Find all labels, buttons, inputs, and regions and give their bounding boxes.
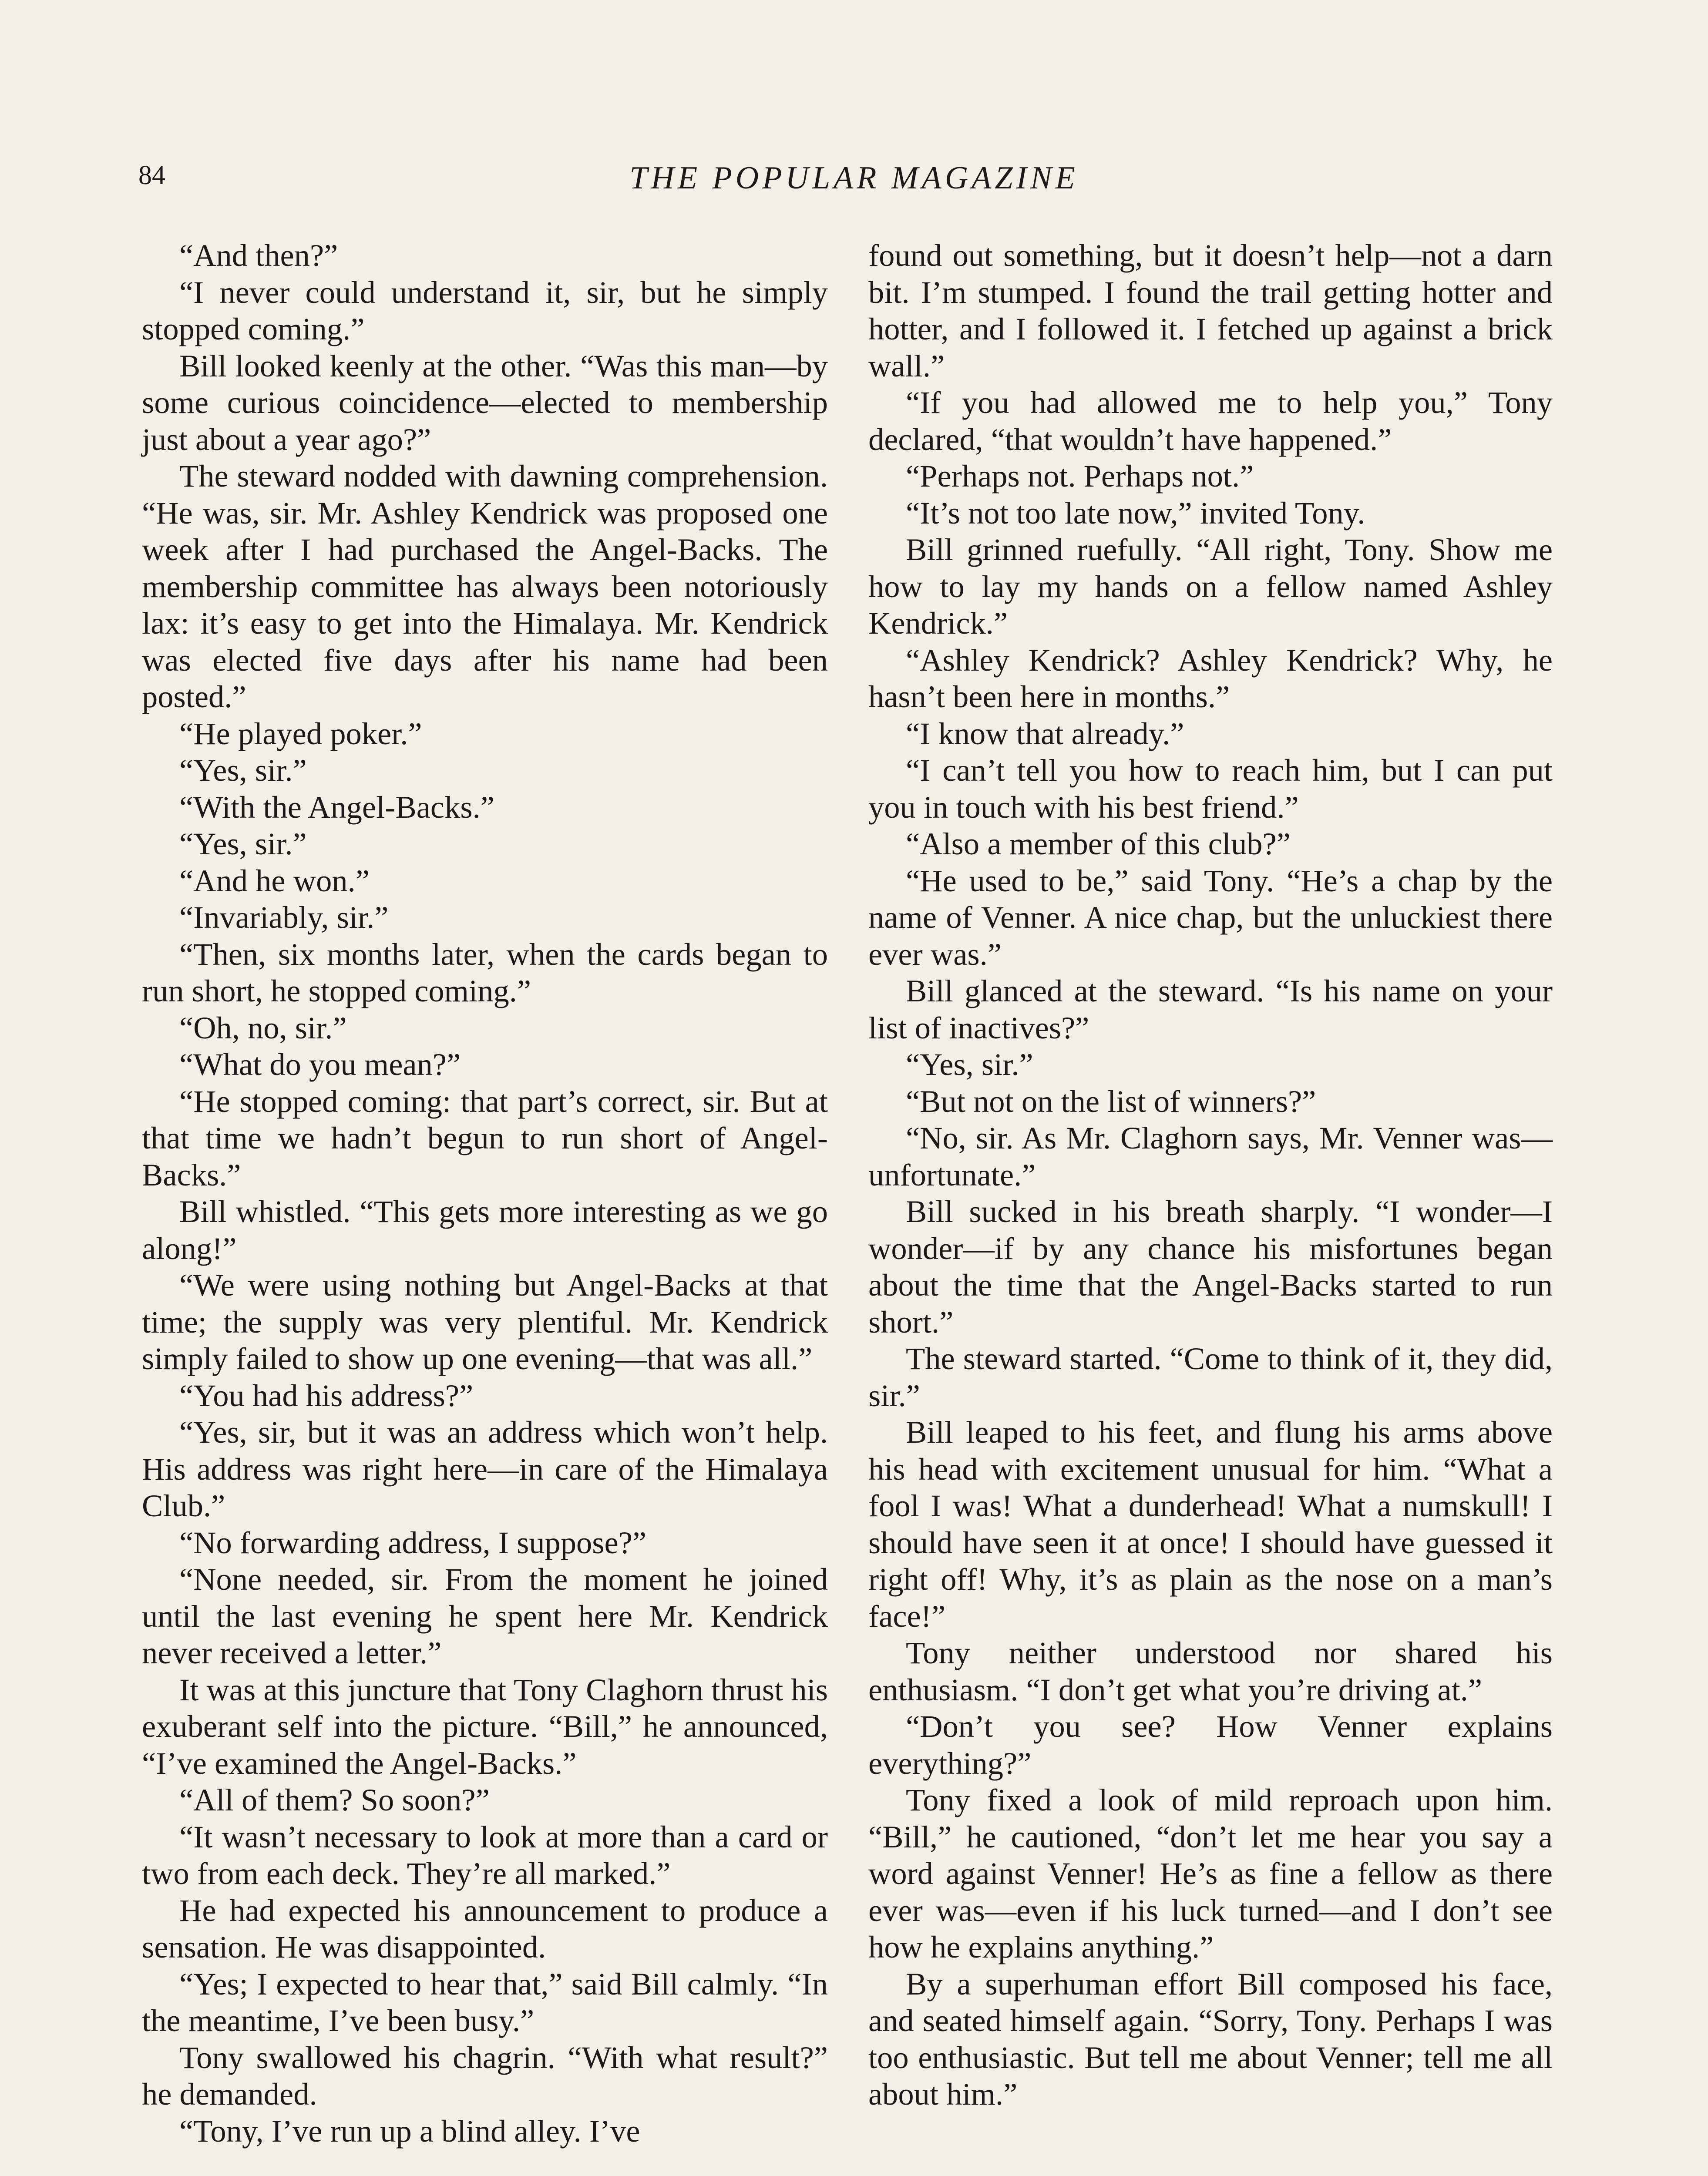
paragraph-continued: found out something, but it doesn’t help—not a darn bit. I’m stumped. I found the trail getting hotter and hotter, and I followed it. I fetched up against a brick wall.” (868, 238, 1553, 383)
paragraph: “I never could understand it, sir, but he simply stopped coming.” (142, 274, 828, 346)
paragraph: Bill sucked in his breath sharply. “I wonder—I wonder—if by any chance his misfortunes began about the time that the Angel-Backs started to run short.” (868, 1194, 1553, 1340)
paragraph: By a superhuman effort Bill composed his face, and seated himself again. “Sorry, Tony. Perhaps I was too enthusiastic. But tell me about Venner; tell me all about him.” (868, 1966, 1553, 2112)
paragraph: “Yes, sir.” (179, 826, 307, 861)
paragraph: Bill leaped to his feet, and flung his arms above his head with excitement unusual for him. “What a fool I was! What a dunderhead! What a numskull! I should have seen it at once! I should have guessed it right off! Why, it’s as plain as the nose on a man’s face!” (868, 1414, 1553, 1634)
paragraph: “He stopped coming: that part’s correct, sir. But at that time we hadn’t begun to run short of Angel-Backs.” (142, 1083, 828, 1192)
paragraph: “And he won.” (179, 863, 370, 898)
page-number: 84 (138, 161, 165, 190)
paragraph: The steward nodded with dawning comprehension. “He was, sir. Mr. Ashley Kendrick was proposed one week after I had purchased the Angel-Backs. The membership committee has always been notoriously lax: it’s easy to get into the Himalaya. Mr. Kendrick was elected five days after his name had been posted.” (142, 458, 828, 714)
paragraph: “Yes, sir, but it was an address which won’t help. His address was right here—in care of the Himalaya Club.” (142, 1414, 828, 1523)
paragraph: “Oh, no, sir.” (179, 1010, 347, 1045)
paragraph: “I can’t tell you how to reach him, but I can put you in touch with his best friend.” (868, 752, 1553, 825)
paragraph: “He used to be,” said Tony. “He’s a chap by the name of Venner. A nice chap, but the unluckiest there ever was.” (868, 863, 1553, 972)
paragraph: “It wasn’t necessary to look at more than a card or two from each deck. They’re all marked.” (142, 1819, 828, 1891)
paragraph: “Perhaps not. Perhaps not.” (906, 458, 1254, 494)
paragraph: “What do you mean?” (179, 1047, 461, 1082)
paragraph: “With the Angel-Backs.” (179, 789, 494, 825)
paragraph: “No, sir. As Mr. Claghorn says, Mr. Venner was—unfortunate.” (868, 1120, 1553, 1192)
paragraph: “None needed, sir. From the moment he joined until the last evening he spent here Mr. Kendrick never received a letter.” (142, 1561, 828, 1670)
paragraph: “Yes, sir.” (906, 1047, 1033, 1082)
paragraph: “We were using nothing but Angel-Backs at that time; the supply was very plentiful. Mr. Kendrick simply failed to show up one evening—that was all.” (142, 1267, 828, 1376)
paragraph: “Ashley Kendrick? Ashley Kendrick? Why, he hasn’t been here in months.” (868, 642, 1553, 714)
paragraph: “And then?” (179, 238, 338, 273)
paragraph: “If you had allowed me to help you,” Tony declared, “that wouldn’t have happened.” (868, 385, 1553, 457)
paragraph: Bill grinned ruefully. “All right, Tony. Show me how to lay my hands on a fellow named Ashley Kendrick.” (868, 532, 1553, 641)
paragraph: “No forwarding address, I suppose?” (179, 1525, 647, 1560)
paragraph: “He played poker.” (179, 715, 422, 751)
paragraph: He had expected his announcement to produce a sensation. He was disappointed. (142, 1892, 828, 1964)
paragraph: Tony fixed a look of mild reproach upon him. “Bill,” he cautioned, “don’t let me hear you say a word against Venner! He’s as fine a fellow as there ever was—even if his luck turned—and I don’t see how he explains anything.” (868, 1782, 1553, 1964)
paragraph: “But not on the list of winners?” (906, 1083, 1316, 1119)
paragraph: Bill looked keenly at the other. “Was this man—by some curious coincidence—elected to membership just about a year ago?” (142, 348, 828, 457)
paragraph: “You had his address?” (179, 1377, 474, 1413)
paragraph: The steward started. “Come to think of it, they did, sir.” (868, 1341, 1553, 1413)
paragraph: “Don’t you see? How Venner explains everything?” (868, 1709, 1553, 1781)
paragraph: “Invariably, sir.” (179, 900, 389, 935)
paragraph: Tony swallowed his chagrin. “With what result?” he demanded. (142, 2039, 828, 2112)
paragraph: “Tony, I’ve run up a blind alley. I’ve (179, 2113, 640, 2149)
paragraph: Bill whistled. “This gets more interesting as we go along!” (142, 1194, 828, 1266)
paragraph: “Also a member of this club?” (906, 826, 1291, 861)
paragraph: “I know that already.” (906, 715, 1184, 751)
left-column (142, 237, 828, 2149)
paragraph: “All of them? So soon?” (179, 1782, 490, 1817)
paragraph: Bill glanced at the steward. “Is his name on your list of inactives?” (868, 973, 1553, 1045)
paragraph: “Then, six months later, when the cards began to run short, he stopped coming.” (142, 936, 828, 1008)
paragraph: “It’s not too late now,” invited Tony. (906, 495, 1365, 531)
paragraph: Tony neither understood nor shared his enthusiasm. “I don’t get what you’re driving at.” (868, 1635, 1553, 1707)
paragraph: “Yes, sir.” (179, 752, 307, 788)
running-head: THE POPULAR MAGAZINE (629, 160, 1079, 196)
paragraph: It was at this juncture that Tony Claghorn thrust his exuberant self into the picture. “Bill,” he announced, “I’ve examined the Angel-Backs.” (142, 1672, 828, 1781)
right-column (868, 237, 1553, 2113)
paragraph: “Yes; I expected to hear that,” said Bill calmly. “In the meantime, I’ve been busy.” (142, 1966, 828, 2038)
